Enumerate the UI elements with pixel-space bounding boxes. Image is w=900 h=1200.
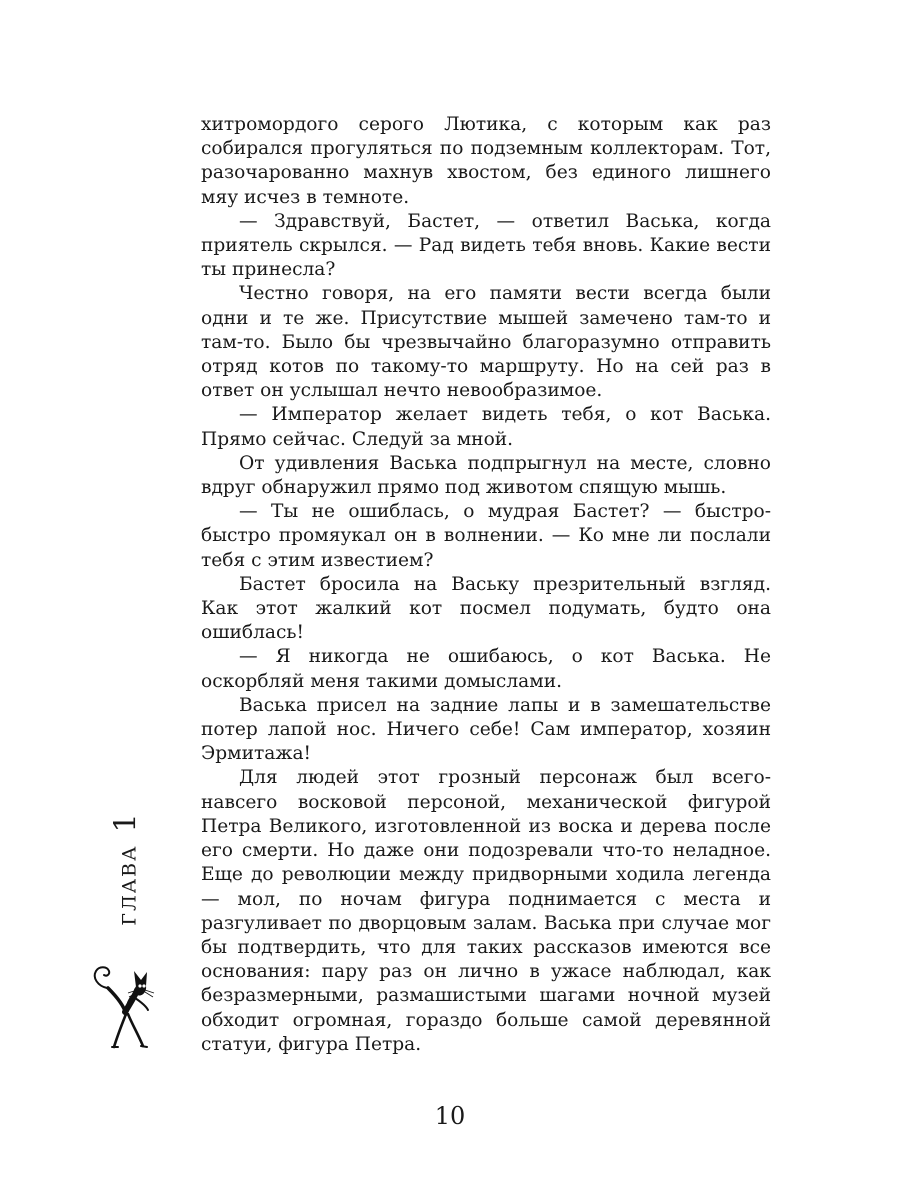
paragraph-10: Для людей этот грозный персонаж был всего-навсего восковой персоной, механической фигурой Петра Великого, изготовленной из воска и дерева после его смерти. Но даже они подозревали что-то неладное. Еще до революции между придворными ходила легенда — мол, по ночам фигура поднимается с места и разгуливает по дворцовым залам. Васька при случае мог бы подтвердить, что для таких рассказов имеются все основания: пару раз он лично в ужасе наблюдал, как безразмерными, размашистыми шагами ночной музей обходит огромная, гораздо больше самой деревянной статуи, фигура Петра. [201, 767, 771, 1055]
page-number: 10 [434, 1102, 466, 1130]
chapter-word: ГЛАВА [118, 843, 141, 926]
paragraph-4: — Император желает видеть тебя, о кот Васька. Прямо сейчас. Следуй за мной. [201, 404, 771, 450]
body-text [201, 113, 771, 1057]
paragraph-2: — Здравствуй, Бастет, — ответил Васька, когда приятель скрылся. — Рад видеть тебя вновь. Какие вести ты принесла? [201, 210, 771, 281]
paragraph-9: Васька присел на задние лапы и в замешательстве потер лапой нос. Ничего себе! Сам император, хозяин Эрмитажа! [201, 694, 771, 765]
paragraph-8: — Я никогда не ошибаюсь, о кот Васька. Не оскорбляй меня такими домыслами. [201, 646, 771, 692]
paragraph-6: — Ты не ошиблась, о мудрая Бастет? — быстро-быстро промяукал он в волнении. — Ко мне ли послали тебя с этим известием? [201, 501, 771, 571]
paragraph-7: Бастет бросила на Ваську презрительный взгляд. Как этот жалкий кот посмел подумать, будто она ошиблась! [201, 573, 771, 644]
chapter-heading [104, 812, 148, 926]
chapter-number: 1 [108, 812, 144, 832]
paragraph-1: хитромордого серого Лютика, с которым как раз собирался прогуляться по подземным коллекторам. Тот, разочарованно махнув хвостом, без единого лишнего мяу исчез в темноте. [201, 114, 771, 208]
paragraph-5: От удивления Васька подпрыгнул на месте, словно вдруг обнаружил прямо под животом спящую мышь. [201, 452, 771, 499]
cat-illustration-icon [88, 962, 160, 1052]
paragraph-3: Честно говоря, на его памяти вести всегда были одни и те же. Присутствие мышей замечено там-то и там-то. Было бы чрезвычайно благоразумно отправить отряд котов по такому-то маршруту. Но на сей раз в ответ он услышал нечто невообразимое. [201, 283, 771, 402]
